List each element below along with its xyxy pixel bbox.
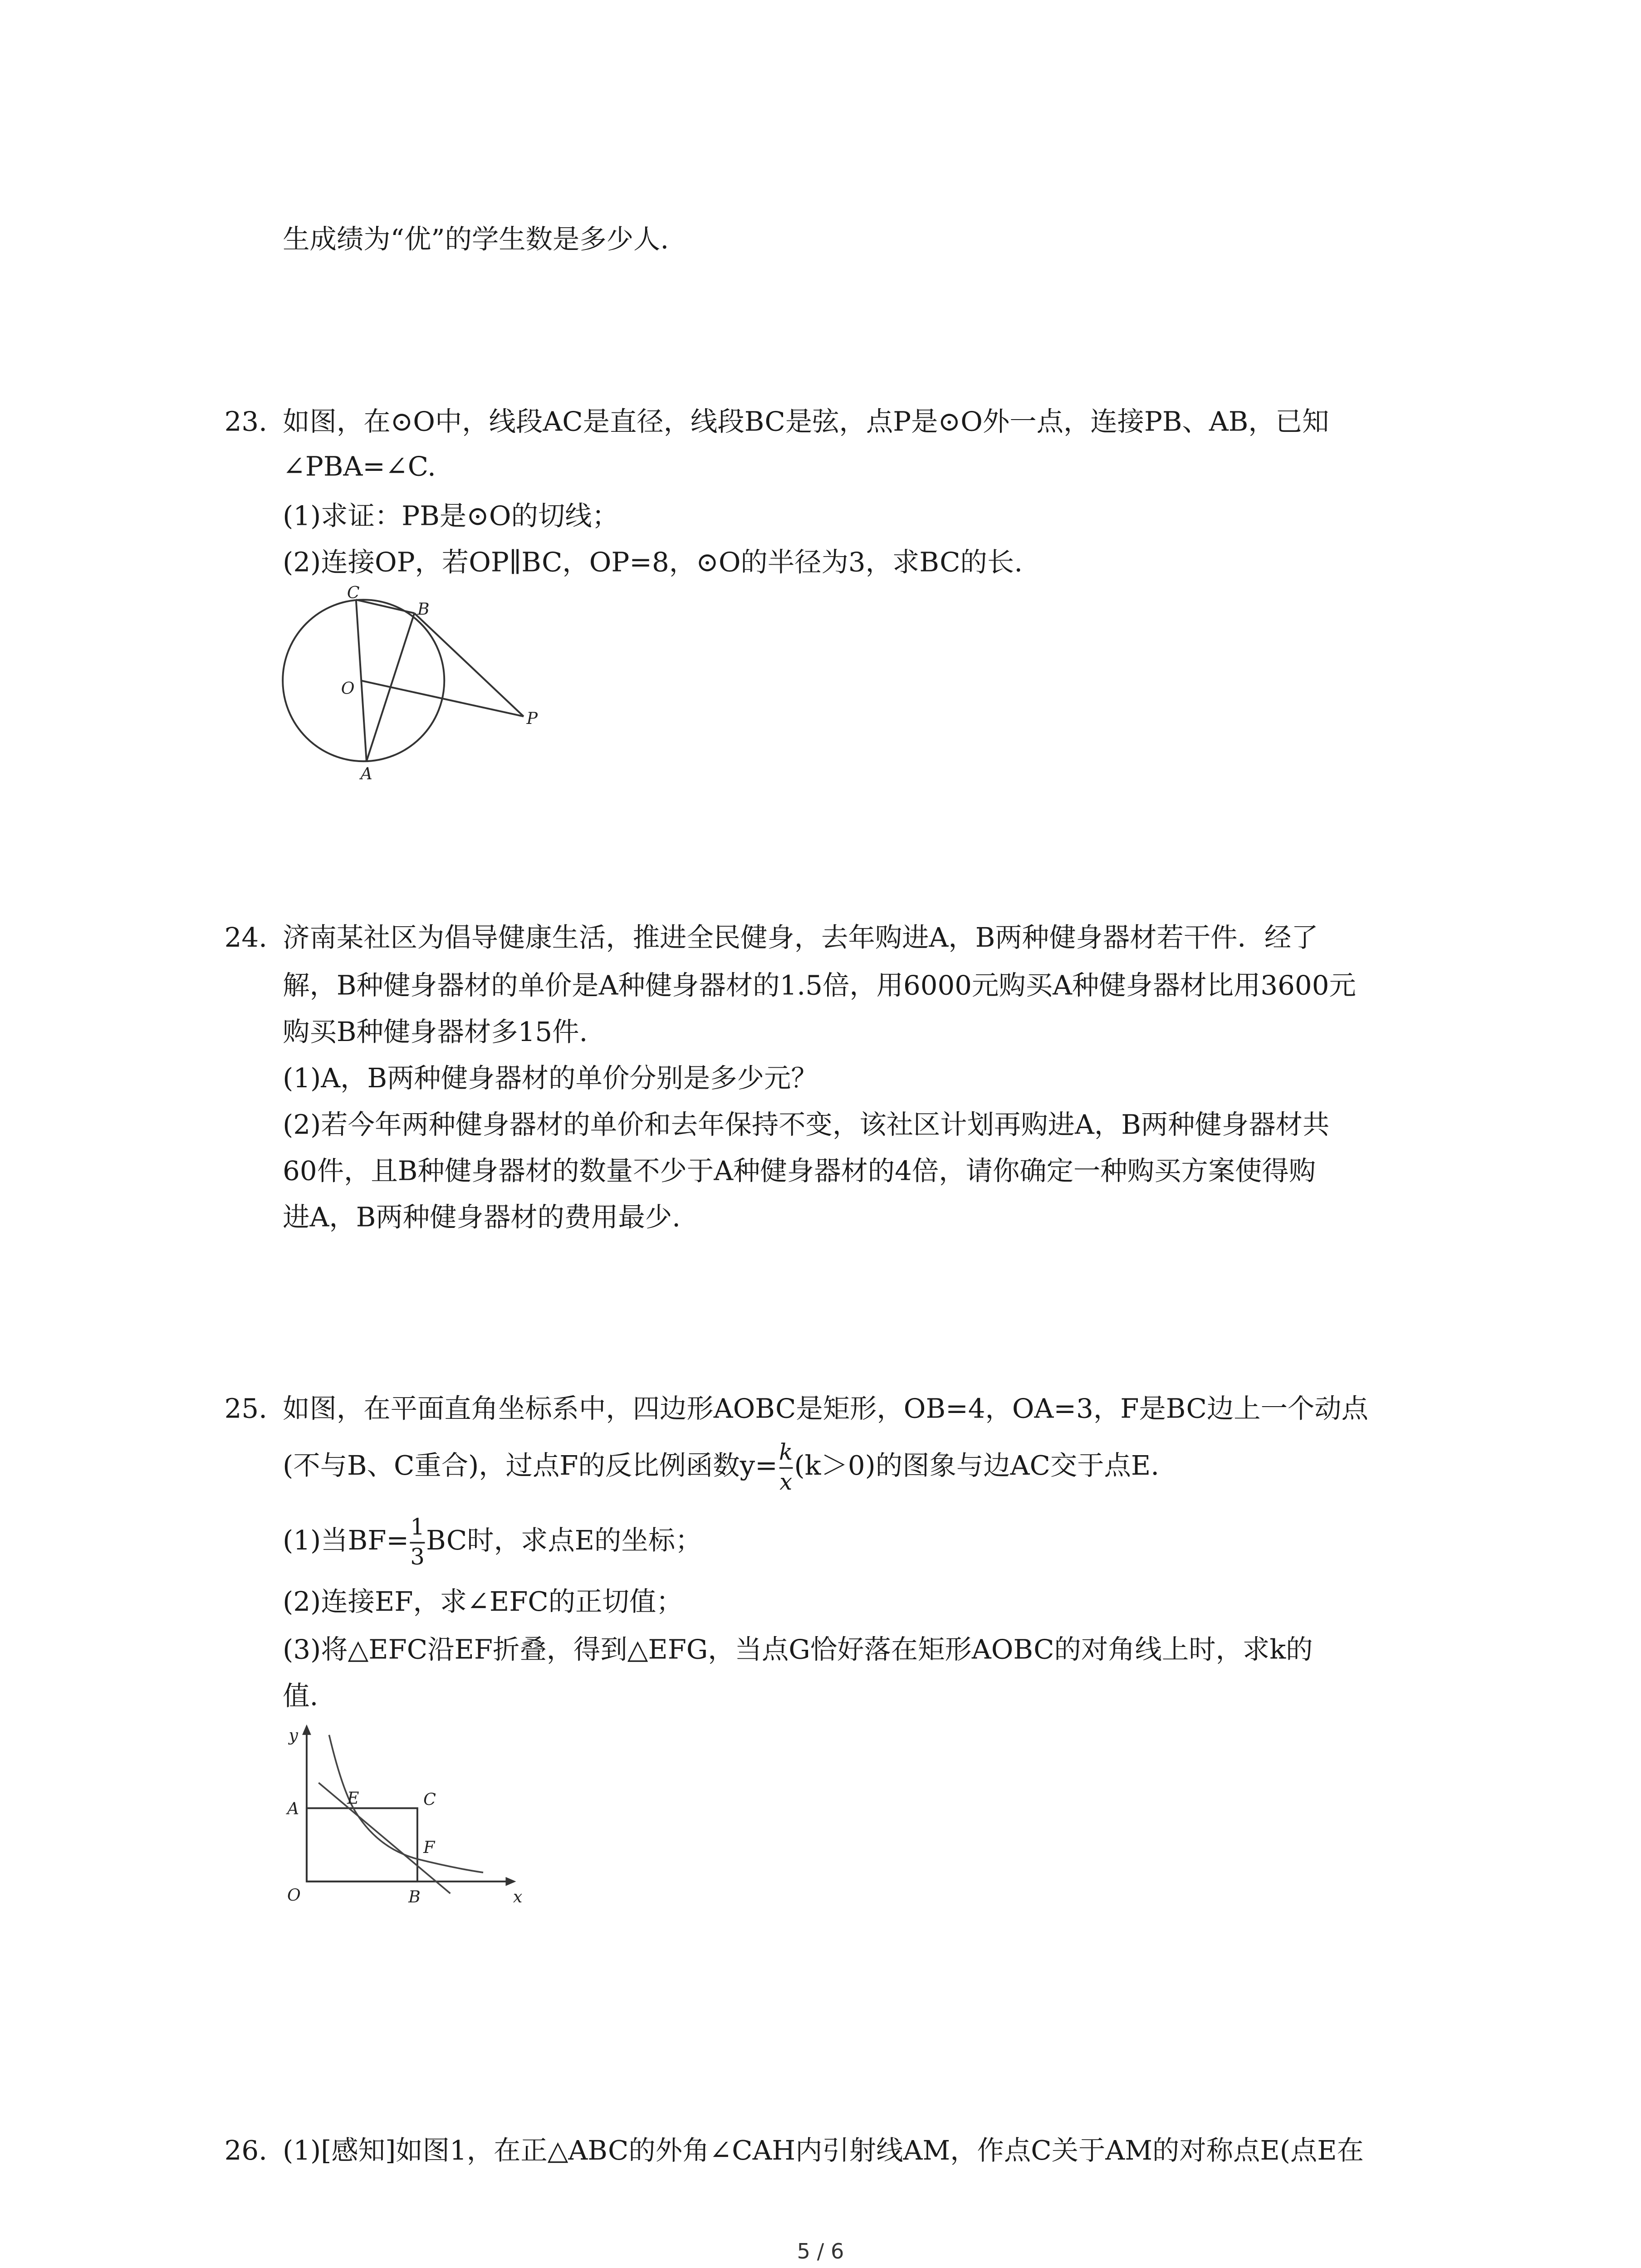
q24-line1: 济南某社区为倡导健康生活，推进全民健身，去年购进A，B两种健身器材若干件．经了 <box>283 923 1318 954</box>
q23-line1: 如图，在⊙O中，线段AC是直径，线段BC是弦，点P是⊙O外一点，连接PB、AB，已知 <box>283 406 1329 439</box>
q25-frac-den: x <box>779 1468 793 1495</box>
q24-part2a: (2)若今年两种健身器材的单价和去年保持不变，该社区计划再购进A，B两种健身器材共 <box>283 1110 1330 1141</box>
q25-line2-post: (k＞0)的图象与边AC交于点E. <box>794 1451 1160 1482</box>
q25-label-f: F <box>423 1838 435 1857</box>
q23-part2: (2)连接OP，若OP∥BC，OP=8，⊙O的半径为3，求BC的长. <box>283 547 1023 579</box>
q25-part1-frac-num: 1 <box>410 1513 425 1540</box>
q25-line1: 如图，在平面直角坐标系中，四边形AOBC是矩形，OB=4，OA=3，F是BC边上一个动点 <box>283 1393 1369 1426</box>
q25-part1-pre: (1)当BF= <box>283 1525 409 1557</box>
q25-label-e: E <box>347 1788 359 1808</box>
q23-number: 23. <box>224 406 268 439</box>
q25-label-a: A <box>287 1799 299 1818</box>
q24-part1: (1)A，B两种健身器材的单价分别是多少元？ <box>283 1063 818 1095</box>
q25-label-o: O <box>287 1885 301 1905</box>
q23-label-o: O <box>341 678 355 698</box>
q24-part2c: 进A，B两种健身器材的费用最少. <box>283 1202 681 1234</box>
q25-label-c: C <box>423 1789 436 1809</box>
q24-line3: 购买B种健身器材多15件. <box>283 1017 588 1049</box>
q23-label-c: C <box>347 582 360 602</box>
q25-part2: (2)连接EF，求∠EFC的正切值； <box>283 1587 683 1618</box>
q23-circle-figure <box>277 580 561 787</box>
q25-number: 25. <box>224 1393 268 1426</box>
q23-line2: ∠PBA=∠C. <box>283 451 436 483</box>
q25-part3b: 值. <box>283 1681 318 1713</box>
q23-label-b: B <box>417 599 430 619</box>
q23-label-a: A <box>360 763 372 783</box>
q25-coordinate-figure <box>274 1717 535 1911</box>
q26-line1: (1)[感知]如图1，在正△ABC的外角∠CAH内引射线AM，作点C关于AM的对称点E(点E在 <box>283 2136 1364 2167</box>
q25-part3a: (3)将△EFC沿EF折叠，得到△EFG，当点G恰好落在矩形AOBC的对角线上时，求k的 <box>283 1634 1313 1667</box>
q24-number: 24. <box>224 923 268 954</box>
q25-label-x: x <box>513 1887 523 1907</box>
q25-label-y: y <box>289 1725 298 1745</box>
q25-fraction-one-third <box>410 1513 425 1570</box>
q26-number: 26. <box>224 2136 268 2167</box>
q25-fraction-k-over-x <box>779 1438 793 1495</box>
q25-frac-num: k <box>779 1438 793 1465</box>
q23-part1: (1)求证：PB是⊙O的切线； <box>283 501 619 533</box>
page-number: 5 / 6 <box>797 2240 844 2264</box>
q25-line2-pre: (不与B、C重合)，过点F的反比例函数y= <box>283 1451 778 1482</box>
top-line: 生成绩为“优”的学生数是多少人. <box>283 224 669 256</box>
q24-line2: 解，B种健身器材的单价是A种健身器材的1.5倍，用6000元购买A种健身器材比用3600元 <box>283 970 1356 1002</box>
q25-part1-post: BC时，求点E的坐标； <box>426 1525 702 1557</box>
q24-part2b: 60件，且B种健身器材的数量不少于A种健身器材的4倍，请你确定一种购买方案使得购 <box>283 1156 1316 1188</box>
q25-label-b: B <box>408 1887 421 1907</box>
q23-label-p: P <box>526 708 538 728</box>
q25-part1-frac-den: 3 <box>410 1543 425 1570</box>
